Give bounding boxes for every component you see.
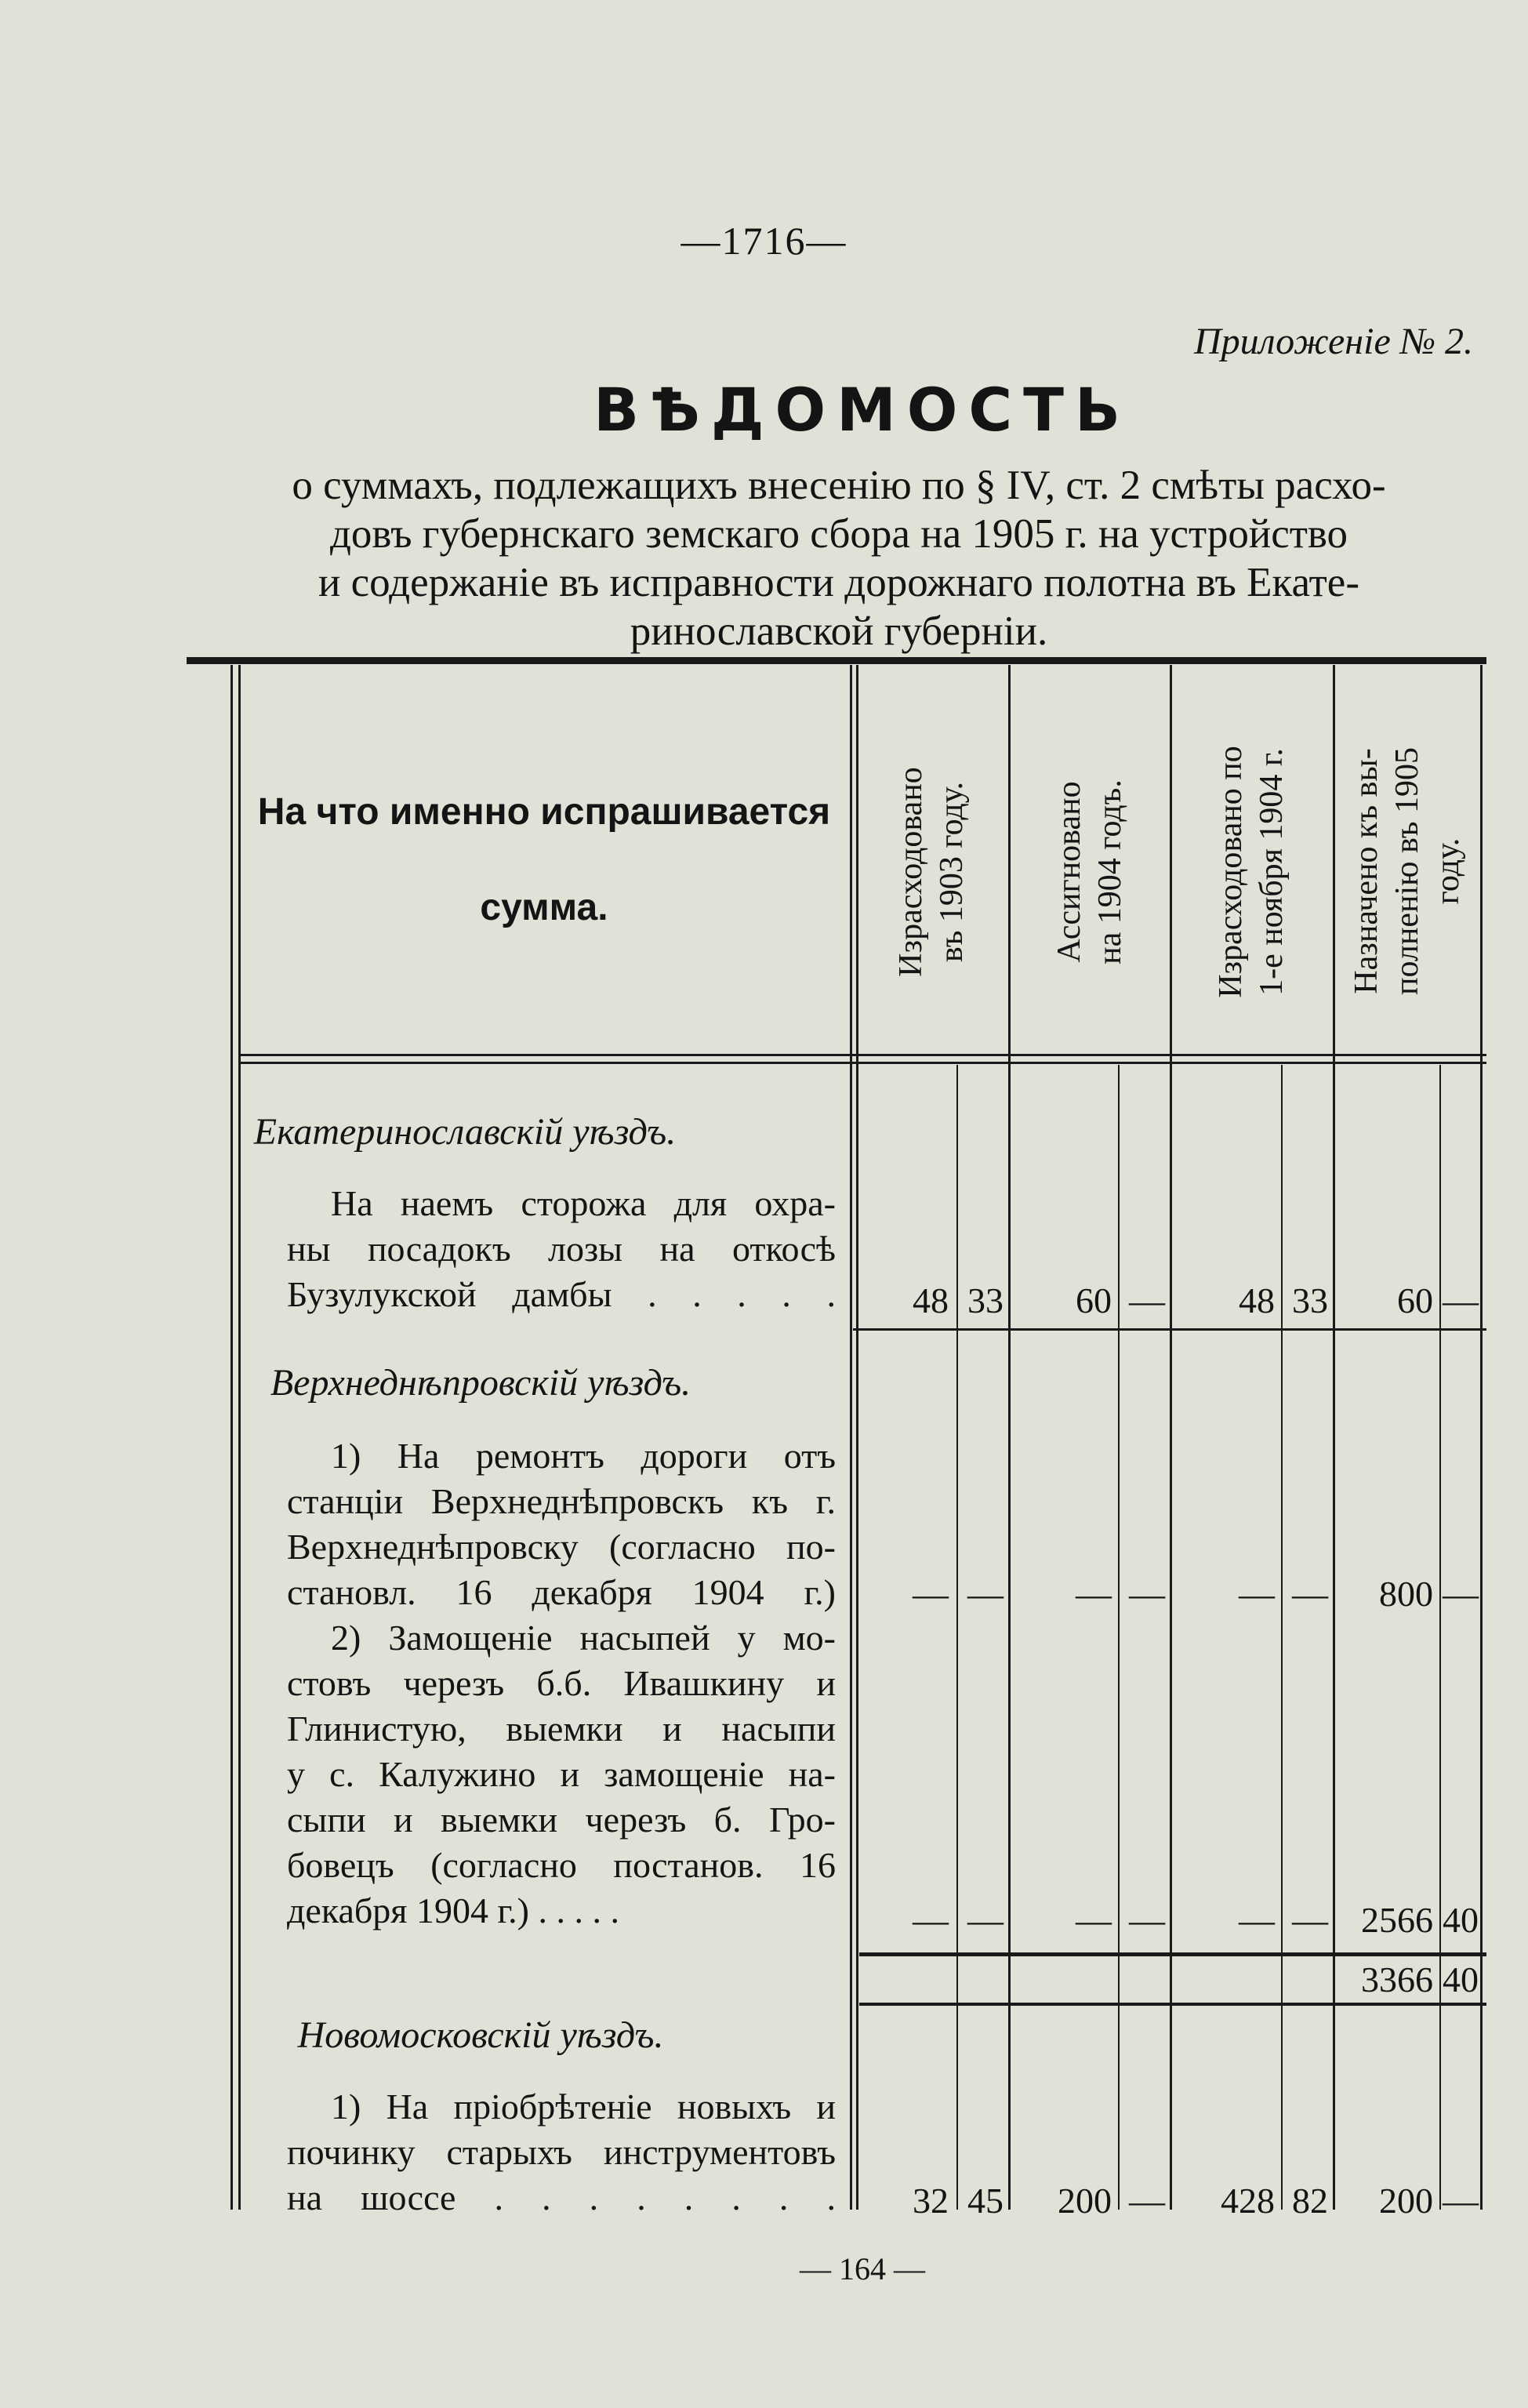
value-planned-1905-rub: 60 <box>1397 1280 1433 1320</box>
kopeck-divider <box>1281 1065 1283 2210</box>
value-spent-1904-rub: — <box>1239 1574 1275 1614</box>
top-rule <box>187 657 1486 664</box>
value-assigned-1904-kop: — <box>1129 1280 1165 1320</box>
value-assigned-1904-kop: — <box>1129 2181 1165 2221</box>
subtitle-line: довъ губернскаго земскаго сбора на 1905 г. на устройство <box>329 511 1348 557</box>
kopeck-divider <box>956 1065 958 2210</box>
district-heading: Новомосковскій уѣздъ. <box>297 2014 664 2056</box>
value-spent-1904-kop: 33 <box>1292 1280 1328 1320</box>
subtitle-line: ринославской губерніи. <box>630 608 1048 654</box>
column-divider <box>1170 665 1172 2210</box>
header-item-line1: На что именно испрашивается <box>257 791 831 833</box>
header-col-spent-1903: Израсходовано въ 1903 году. <box>893 767 970 977</box>
header-item-line2: сумма. <box>480 887 608 928</box>
value-spent-1904-rub: 428 <box>1221 2181 1275 2221</box>
value-planned-1905-kop: — <box>1443 1280 1479 1320</box>
right-border <box>1480 665 1483 2210</box>
value-assigned-1904-rub: — <box>1076 1574 1112 1614</box>
expenditure-table <box>187 657 1486 2221</box>
header-rule <box>238 1062 1486 1064</box>
value-spent-1903-kop: — <box>967 1574 1004 1614</box>
value-planned-1905-rub: 800 <box>1379 1574 1433 1614</box>
value-planned-1905-rub: 2566 <box>1361 1900 1433 1940</box>
kopeck-divider <box>1439 1065 1441 2210</box>
value-spent-1903-kop: 45 <box>967 2181 1004 2221</box>
value-planned-1905-rub: 200 <box>1379 2181 1433 2221</box>
value-spent-1903-rub: 48 <box>913 1280 949 1320</box>
district-heading: Верхнеднѣпровскій уѣздъ. <box>270 1362 691 1404</box>
item-description: На наемъ сторожа для охра- ны посадокъ лозы на откосѣ Бузулукской дамбы . . . . . <box>287 1183 836 1314</box>
value-spent-1904-rub: 48 <box>1239 1280 1275 1320</box>
value-spent-1903-rub: 32 <box>913 2181 949 2221</box>
page-footer: — 164 — <box>800 2251 925 2286</box>
column-divider <box>856 665 858 2210</box>
item-description: 2) Замощеніе насыпей у мо- стовъ черезъ б.б. Ивашкину и Глинистую, выемки и насыпи у с. Калужино и замощеніе на- сыпи и выемки черезъ б. Гро- бовецъ (согласно постанов. 16 декабря 1904 г.) . . . . . <box>287 1618 836 1930</box>
header-col-planned-1905: Назначено къ вы- полненію въ 1905 году. <box>1348 746 1466 996</box>
value-spent-1903-rub: — <box>913 1574 949 1614</box>
value-assigned-1904-kop: — <box>1129 1574 1165 1614</box>
item-description: 1) На ремонтъ дороги отъ станціи Верхнеднѣпровскъ къ г. Верхнеднѣпровску (согласно по- становл. 16 декабря 1904 г.) <box>287 1436 836 1612</box>
value-spent-1904-kop: 82 <box>1292 2181 1328 2221</box>
total-planned-1905-rub: 3366 <box>1361 1959 1433 1999</box>
value-spent-1904-kop: — <box>1292 1900 1328 1940</box>
value-assigned-1904-rub: — <box>1076 1900 1112 1940</box>
total-rule <box>859 2003 1486 2006</box>
item-description: 1) На пріобрѣтеніе новыхъ и починку старыхъ инструментовъ на шоссе . . . . . . . . <box>287 2087 836 2217</box>
subtitle-line: о суммахъ, подлежащихъ внесенію по § IV, ст. 2 смѣты расхо- <box>292 463 1386 508</box>
appendix-label: Приложеніе № 2. <box>1193 321 1473 362</box>
value-planned-1905-kop: — <box>1443 1574 1479 1614</box>
value-spent-1903-rub: — <box>913 1900 949 1940</box>
value-planned-1905-kop: — <box>1443 2181 1479 2221</box>
kopeck-divider <box>1118 1065 1120 2210</box>
value-assigned-1904-kop: — <box>1129 1900 1165 1940</box>
total-rule <box>859 1952 1486 1956</box>
value-assigned-1904-rub: 200 <box>1058 2181 1112 2221</box>
subtitle-line: и содержаніе въ исправности дорожнаго полотна въ Екате- <box>318 560 1359 605</box>
column-divider <box>1333 665 1335 2210</box>
header-col-assigned-1904: Ассигновано на 1904 годъ. <box>1051 779 1128 964</box>
column-divider <box>1008 665 1011 2210</box>
value-spent-1903-kop: — <box>967 1900 1004 1940</box>
header-rule <box>238 1054 1486 1056</box>
left-border <box>230 665 233 2210</box>
document-title: ВѢДОМОСТЬ <box>593 375 1131 445</box>
header-col-spent-1904: Израсходовано по 1-е ноября 1904 г. <box>1213 746 1290 998</box>
value-spent-1903-kop: 33 <box>967 1280 1004 1320</box>
value-planned-1905-kop: 40 <box>1443 1900 1479 1940</box>
page-number: —1716— <box>681 219 847 263</box>
column-divider <box>850 665 852 2210</box>
value-assigned-1904-rub: 60 <box>1076 1280 1112 1320</box>
value-spent-1904-rub: — <box>1239 1900 1275 1940</box>
district-heading: Екатеринославскій уѣздъ. <box>253 1111 677 1153</box>
total-planned-1905-kop: 40 <box>1443 1959 1479 1999</box>
document-subtitle <box>196 461 1482 656</box>
value-spent-1904-kop: — <box>1292 1574 1328 1614</box>
